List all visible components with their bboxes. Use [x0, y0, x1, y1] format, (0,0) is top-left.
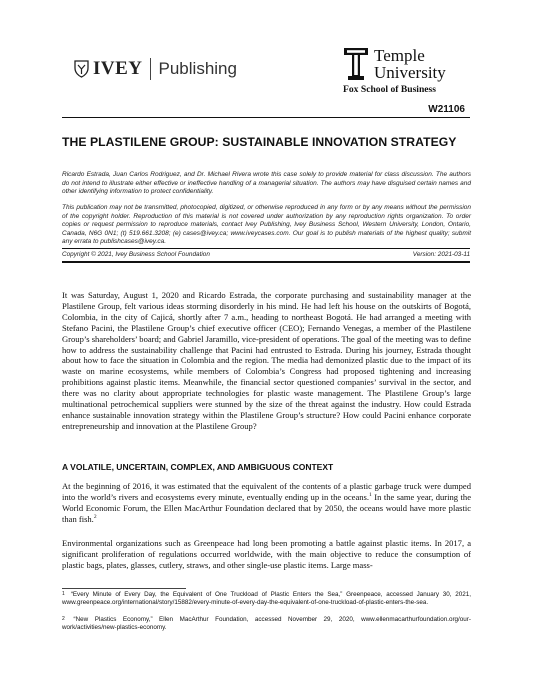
ivey-publishing-logo: [74, 56, 237, 82]
header-rule: [62, 117, 470, 118]
footnote-text: “Every Minute of Every Day, the Equivalent of One Truckload of Plastic Enters the Sea,” Greenpeace, accessed January 30, 2021, www.greenpeace.org/international/story/15882/every-minute-of-every-day-the-equivalent-of-one-truckload-of-plastic-enters-the-sea.: [62, 591, 472, 607]
copyright-text: Copyright © 2021, Ivey Business School Foundation: [62, 251, 210, 258]
temple-name: [374, 47, 446, 81]
case-number: W21106: [428, 104, 465, 115]
temple-university-logo: [343, 47, 473, 97]
footnote-number: 2: [62, 616, 65, 622]
footnote-ref-1[interactable]: 1: [369, 492, 372, 499]
ivey-wordmark: IVEY: [93, 58, 143, 79]
authors-note: Ricardo Estrada, Juan Carlos Rodriguez, and Dr. Michael Rivera wrote this case solely to provide material for class discussion. The authors do not intend to illustrate either effective or ineffective handling of a managerial situation. The authors may have disguised certain names and other identifying information to protect confidentiality.: [62, 171, 471, 196]
ivey-shield-icon: [74, 60, 89, 78]
footnote-text: “New Plastics Economy,” Ellen MacArthur Foundation, accessed November 29, 2020, www.ellenmacarthurfoundation.org/our-work/activities/new-plastics-economy.: [62, 616, 471, 632]
paragraph-3: Environmental organizations such as Greenpeace had long been promoting a battle against plastic items. In 2017, a significant proliferation of regulations occurred worldwide, with the main objective to reduce the consumption of plastic bags, plates, glasses, cutlery, straws, and other single-use plastic items. Large mass-: [62, 538, 471, 570]
case-title: THE PLASTILENE GROUP: SUSTAINABLE INNOVATION STRATEGY: [62, 135, 457, 149]
footnote-1: [62, 591, 471, 607]
paragraph-2: [62, 481, 471, 525]
permissions-note: This publication may not be transmitted, photocopied, digitized, or otherwise reproduced in any form or by any means without the permission of the copyright holder. Reproduction of this material is not covered under authorization by any reproduction rights organization. To order copies or request permission to reproduce materials, contact Ivey Publishing, Ivey Business School, Western University, London, Ontario, Canada, N6G 0N1; (t) 519.661.3208; (e) cases@ivey.ca; www.iveycases.com. Our goal is to publish materials of the highest quality; submit any errata to publishcases@ivey.ca.: [62, 204, 471, 246]
intro-paragraph: It was Saturday, August 1, 2020 and Ricardo Estrada, the corporate purchasing and sustainability manager at the Plastilene Group, felt various ideas storming disorderly in his mind. He had left his house on the outskirts of Bogotá, Colombia, in the city of Cajicá, shortly after 7 a.m., heading to northeast Bogotá. He had arranged a meeting with Stefano Pacini, the Plastilene Group’s chief executive officer (CEO); Fernando Venegas, a member of the Plastilene Group’s shareholders’ board; and Gabriel Jaramillo, vice-president of operations. The goal of the meeting was to define how to address the sustainability challenge that Pacini had entrusted to Estrada. During his journey, Estrada thought about how to face the situation in Colombia and the region. The media had demonized plastic due to the impact of its waste on marine ecosystems, while members of Colombia’s Congress had proposed tightening and increasing prohibitions against plastic items. Meanwhile, the financial sector questioned companies’ survival in the sector, and there was no clarity about appropriate technologies for plastic waste management. The Plastilene Group’s large multinational petrochemical suppliers were stunned by the size of the threat against the industry. How could Estrada enhance sustainable innovation strategy within the Plastilene Group’s structure? How could Pacini enhance corporate entrepreneurship and innovation at the Plastilene Group?: [62, 290, 471, 431]
footnote-ref-2[interactable]: 2: [93, 513, 97, 520]
copyright-rule-top: [62, 248, 470, 249]
fox-school-label: Fox School of Business: [343, 84, 437, 95]
version-text: Version: 2021-03-11: [412, 251, 470, 258]
copyright-rule-bottom: [62, 261, 470, 263]
logo-separator: [150, 58, 151, 80]
temple-name-line1: Temple: [374, 46, 425, 65]
paragraph-2-part1: At the beginning of 2016, it was estimated that the equivalent of the contents of a plastic garbage truck were dumped into the world’s rivers and ecosystems every minute, eventually ending up in the oceans.: [62, 481, 471, 502]
temple-t-icon: [343, 47, 369, 81]
publishing-label: Publishing: [158, 59, 237, 78]
temple-name-line2: University: [374, 63, 446, 82]
footnote-2: [62, 616, 471, 632]
section-heading: A VOLATILE, UNCERTAIN, COMPLEX, AND AMBIGUOUS CONTEXT: [62, 462, 334, 472]
copyright-row: [62, 251, 470, 258]
footnote-number: 1: [62, 591, 65, 597]
paragraph-2-part2: In the same year, during the World Economic Forum, the Ellen MacArthur Foundation declared that by 2050, the oceans would have more plastic than fish.: [62, 491, 471, 524]
footnote-rule: [62, 588, 186, 589]
